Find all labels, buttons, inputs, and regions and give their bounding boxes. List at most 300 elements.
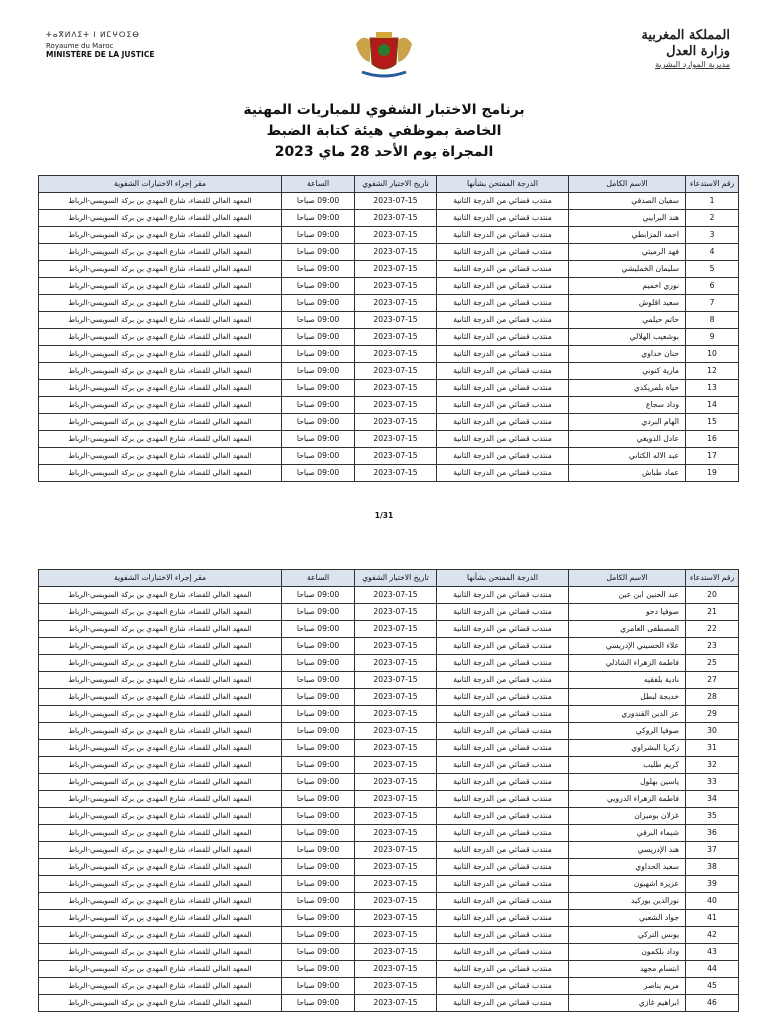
- cell-grade: منتدب قضائي من الدرجة الثانية: [437, 910, 569, 927]
- cell-date: 2023-07-15: [355, 842, 437, 859]
- col-header-location: مقر إجراء الاختبارات الشفوية: [39, 570, 282, 587]
- cell-grade: منتدب قضائي من الدرجة الثانية: [437, 621, 569, 638]
- cell-num: 12: [686, 363, 739, 380]
- cell-num: 37: [686, 842, 739, 859]
- cell-time: 09:00 صباحا: [282, 842, 355, 859]
- cell-time: 09:00 صباحا: [282, 638, 355, 655]
- cell-num: 32: [686, 757, 739, 774]
- cell-location: المعهد العالي للقضاء، شارع المهدي بن بركة السويسي-الرباط: [39, 312, 282, 329]
- cell-date: 2023-07-15: [355, 893, 437, 910]
- title-line-1: برنامج الاختبار الشفوي للمباريات المهنية: [243, 102, 525, 118]
- cell-num: 36: [686, 825, 739, 842]
- cell-time: 09:00 صباحا: [282, 448, 355, 465]
- cell-grade: منتدب قضائي من الدرجة الثانية: [437, 380, 569, 397]
- cell-time: 09:00 صباحا: [282, 312, 355, 329]
- cell-location: المعهد العالي للقضاء، شارع المهدي بن بركة السويسي-الرباط: [39, 961, 282, 978]
- cell-grade: منتدب قضائي من الدرجة الثانية: [437, 414, 569, 431]
- cell-date: 2023-07-15: [355, 791, 437, 808]
- cell-date: 2023-07-15: [355, 397, 437, 414]
- cell-time: 09:00 صباحا: [282, 193, 355, 210]
- cell-time: 09:00 صباحا: [282, 621, 355, 638]
- cell-date: 2023-07-15: [355, 261, 437, 278]
- cell-time: 09:00 صباحا: [282, 808, 355, 825]
- cell-num: 3: [686, 227, 739, 244]
- cell-num: 41: [686, 910, 739, 927]
- cell-location: المعهد العالي للقضاء، شارع المهدي بن بركة السويسي-الرباط: [39, 842, 282, 859]
- cell-time: 09:00 صباحا: [282, 414, 355, 431]
- cell-grade: منتدب قضائي من الدرجة الثانية: [437, 961, 569, 978]
- cell-num: 5: [686, 261, 739, 278]
- cell-grade: منتدب قضائي من الدرجة الثانية: [437, 672, 569, 689]
- table-row: [39, 825, 739, 842]
- cell-date: 2023-07-15: [355, 859, 437, 876]
- cell-location: المعهد العالي للقضاء، شارع المهدي بن بركة السويسي-الرباط: [39, 261, 282, 278]
- cell-location: المعهد العالي للقضاء، شارع المهدي بن بركة السويسي-الرباط: [39, 927, 282, 944]
- cell-name: سعيد اقلوش: [569, 295, 686, 312]
- cell-num: 8: [686, 312, 739, 329]
- cell-date: 2023-07-15: [355, 689, 437, 706]
- table-row: [39, 689, 739, 706]
- cell-num: 10: [686, 346, 739, 363]
- cell-num: 38: [686, 859, 739, 876]
- cell-name: شيماء البرقي: [569, 825, 686, 842]
- cell-location: المعهد العالي للقضاء، شارع المهدي بن بركة السويسي-الرباط: [39, 346, 282, 363]
- cell-location: المعهد العالي للقضاء، شارع المهدي بن بركة السويسي-الرباط: [39, 380, 282, 397]
- cell-num: 40: [686, 893, 739, 910]
- cell-name: سعيد الحداوي: [569, 859, 686, 876]
- table-row: [39, 978, 739, 995]
- table-row: [39, 757, 739, 774]
- cell-name: حنان خداوي: [569, 346, 686, 363]
- cell-date: 2023-07-15: [355, 944, 437, 961]
- cell-time: 09:00 صباحا: [282, 944, 355, 961]
- cell-date: 2023-07-15: [355, 706, 437, 723]
- cell-location: المعهد العالي للقضاء، شارع المهدي بن بركة السويسي-الرباط: [39, 655, 282, 672]
- cell-location: المعهد العالي للقضاء، شارع المهدي بن بركة السويسي-الرباط: [39, 757, 282, 774]
- cell-grade: منتدب قضائي من الدرجة الثانية: [437, 876, 569, 893]
- cell-name: سفيان الصدقي: [569, 193, 686, 210]
- cell-grade: منتدب قضائي من الدرجة الثانية: [437, 723, 569, 740]
- table-row: [39, 431, 739, 448]
- cell-date: 2023-07-15: [355, 757, 437, 774]
- cell-time: 09:00 صباحا: [282, 995, 355, 1012]
- document-title: [0, 100, 768, 163]
- table-row: [39, 621, 739, 638]
- cell-num: 34: [686, 791, 739, 808]
- cell-num: 43: [686, 944, 739, 961]
- cell-grade: منتدب قضائي من الدرجة الثانية: [437, 978, 569, 995]
- table-row: [39, 227, 739, 244]
- col-header-name: الاسم الكامل: [569, 570, 686, 587]
- cell-time: 09:00 صباحا: [282, 910, 355, 927]
- cell-date: 2023-07-15: [355, 431, 437, 448]
- cell-date: 2023-07-15: [355, 774, 437, 791]
- table-row: [39, 329, 739, 346]
- cell-time: 09:00 صباحا: [282, 431, 355, 448]
- cell-num: 19: [686, 465, 739, 482]
- cell-time: 09:00 صباحا: [282, 655, 355, 672]
- cell-num: 9: [686, 329, 739, 346]
- cell-location: المعهد العالي للقضاء، شارع المهدي بن بركة السويسي-الرباط: [39, 740, 282, 757]
- table-row: [39, 397, 739, 414]
- cell-grade: منتدب قضائي من الدرجة الثانية: [437, 808, 569, 825]
- table-row: [39, 774, 739, 791]
- cell-time: 09:00 صباحا: [282, 689, 355, 706]
- cell-name: ياسين بهلول: [569, 774, 686, 791]
- cell-num: 27: [686, 672, 739, 689]
- cell-time: 09:00 صباحا: [282, 465, 355, 482]
- cell-date: 2023-07-15: [355, 604, 437, 621]
- cell-num: 13: [686, 380, 739, 397]
- table-row: [39, 312, 739, 329]
- cell-date: 2023-07-15: [355, 621, 437, 638]
- table-row: [39, 876, 739, 893]
- cell-grade: منتدب قضائي من الدرجة الثانية: [437, 706, 569, 723]
- cell-location: المعهد العالي للقضاء، شارع المهدي بن بركة السويسي-الرباط: [39, 825, 282, 842]
- cell-name: وداد سجاع: [569, 397, 686, 414]
- cell-time: 09:00 صباحا: [282, 723, 355, 740]
- cell-time: 09:00 صباحا: [282, 346, 355, 363]
- cell-location: المعهد العالي للقضاء، شارع المهدي بن بركة السويسي-الرباط: [39, 876, 282, 893]
- department-text: مديرية الموارد البشرية: [655, 60, 730, 69]
- cell-location: المعهد العالي للقضاء، شارع المهدي بن بركة السويسي-الرباط: [39, 397, 282, 414]
- table-row: [39, 244, 739, 261]
- cell-name: عبد الحنين ابن عين: [569, 587, 686, 604]
- title-line-3: المجراة يوم الأحد 28 ماي 2023: [274, 144, 494, 160]
- cell-num: 16: [686, 431, 739, 448]
- tifinagh-text: ⵜⴰⴳⵍⴷⵉⵜ ⵏ ⵍⵎⵖⵔⵉⴱ: [46, 30, 140, 39]
- cell-date: 2023-07-15: [355, 978, 437, 995]
- cell-grade: منتدب قضائي من الدرجة الثانية: [437, 740, 569, 757]
- table-row: [39, 842, 739, 859]
- cell-location: المعهد العالي للقضاء، شارع المهدي بن بركة السويسي-الرباط: [39, 689, 282, 706]
- cell-grade: منتدب قضائي من الدرجة الثانية: [437, 312, 569, 329]
- cell-grade: منتدب قضائي من الدرجة الثانية: [437, 944, 569, 961]
- cell-grade: منتدب قضائي من الدرجة الثانية: [437, 825, 569, 842]
- cell-location: المعهد العالي للقضاء، شارع المهدي بن بركة السويسي-الرباط: [39, 621, 282, 638]
- cell-name: كريم طليب: [569, 757, 686, 774]
- cell-date: 2023-07-15: [355, 227, 437, 244]
- cell-name: نادية بلفقيه: [569, 672, 686, 689]
- table-row: [39, 295, 739, 312]
- cell-location: المعهد العالي للقضاء، شارع المهدي بن بركة السويسي-الرباط: [39, 329, 282, 346]
- cell-grade: منتدب قضائي من الدرجة الثانية: [437, 244, 569, 261]
- cell-location: المعهد العالي للقضاء، شارع المهدي بن بركة السويسي-الرباط: [39, 893, 282, 910]
- cell-name: جواد الشعبي: [569, 910, 686, 927]
- cell-location: المعهد العالي للقضاء، شارع المهدي بن بركة السويسي-الرباط: [39, 808, 282, 825]
- cell-grade: منتدب قضائي من الدرجة الثانية: [437, 995, 569, 1012]
- table-body-1: [39, 193, 739, 482]
- cell-name: عزيزة اشهبون: [569, 876, 686, 893]
- cell-location: المعهد العالي للقضاء، شارع المهدي بن بركة السويسي-الرباط: [39, 295, 282, 312]
- col-header-num: رقم الاستدعاء: [686, 570, 739, 587]
- table-row: [39, 961, 739, 978]
- col-header-location: مقر إجراء الاختبارات الشفوية: [39, 176, 282, 193]
- cell-grade: منتدب قضائي من الدرجة الثانية: [437, 448, 569, 465]
- cell-date: 2023-07-15: [355, 655, 437, 672]
- cell-time: 09:00 صباحا: [282, 672, 355, 689]
- cell-date: 2023-07-15: [355, 312, 437, 329]
- cell-date: 2023-07-15: [355, 295, 437, 312]
- cell-name: زكريا البشراوي: [569, 740, 686, 757]
- cell-name: نوري اخميم: [569, 278, 686, 295]
- cell-num: 4: [686, 244, 739, 261]
- cell-time: 09:00 صباحا: [282, 604, 355, 621]
- cell-date: 2023-07-15: [355, 244, 437, 261]
- page-number: 1/31: [374, 511, 394, 520]
- ministry-logo-right: [620, 28, 730, 70]
- cell-name: سليمان الخمليشي: [569, 261, 686, 278]
- table-row: [39, 346, 739, 363]
- cell-date: 2023-07-15: [355, 346, 437, 363]
- cell-time: 09:00 صباحا: [282, 295, 355, 312]
- cell-num: 1: [686, 193, 739, 210]
- cell-time: 09:00 صباحا: [282, 893, 355, 910]
- table-body-2: [39, 587, 739, 1012]
- table-row: [39, 278, 739, 295]
- table-row: [39, 706, 739, 723]
- cell-name: يونس التركي: [569, 927, 686, 944]
- cell-name: عز الدين القندوري: [569, 706, 686, 723]
- cell-name: هند الإدريسي: [569, 842, 686, 859]
- table-row: [39, 587, 739, 604]
- cell-location: المعهد العالي للقضاء، شارع المهدي بن بركة السويسي-الرباط: [39, 227, 282, 244]
- cell-name: مريم بناصر: [569, 978, 686, 995]
- table-row: [39, 448, 739, 465]
- cell-location: المعهد العالي للقضاء، شارع المهدي بن بركة السويسي-الرباط: [39, 604, 282, 621]
- cell-name: حياة بلمريكدي: [569, 380, 686, 397]
- kingdom-text: المملكة المغربية: [641, 28, 730, 43]
- cell-name: الهام البردي: [569, 414, 686, 431]
- table-row: [39, 261, 739, 278]
- cell-location: المعهد العالي للقضاء، شارع المهدي بن بركة السويسي-الرباط: [39, 672, 282, 689]
- cell-grade: منتدب قضائي من الدرجة الثانية: [437, 791, 569, 808]
- cell-name: فاطمة الزهراء الشاذلي: [569, 655, 686, 672]
- cell-grade: منتدب قضائي من الدرجة الثانية: [437, 210, 569, 227]
- cell-grade: منتدب قضائي من الدرجة الثانية: [437, 893, 569, 910]
- cell-grade: منتدب قضائي من الدرجة الثانية: [437, 757, 569, 774]
- table-row: [39, 791, 739, 808]
- cell-time: 09:00 صباحا: [282, 380, 355, 397]
- table-row: [39, 380, 739, 397]
- cell-time: 09:00 صباحا: [282, 244, 355, 261]
- table-row: [39, 604, 739, 621]
- cell-date: 2023-07-15: [355, 876, 437, 893]
- cell-grade: منتدب قضائي من الدرجة الثانية: [437, 397, 569, 414]
- col-header-num: رقم الاستدعاء: [686, 176, 739, 193]
- table-row: [39, 414, 739, 431]
- table-header-row: [39, 176, 739, 193]
- cell-name: ابراهيم غازي: [569, 995, 686, 1012]
- cell-date: 2023-07-15: [355, 278, 437, 295]
- cell-date: 2023-07-15: [355, 380, 437, 397]
- cell-name: عادل الدويغي: [569, 431, 686, 448]
- cell-location: المعهد العالي للقضاء، شارع المهدي بن بركة السويسي-الرباط: [39, 278, 282, 295]
- cell-grade: منتدب قضائي من الدرجة الثانية: [437, 638, 569, 655]
- cell-grade: منتدب قضائي من الدرجة الثانية: [437, 689, 569, 706]
- cell-date: 2023-07-15: [355, 465, 437, 482]
- cell-num: 25: [686, 655, 739, 672]
- ministry-text: وزارة العدل: [666, 44, 730, 59]
- cell-location: المعهد العالي للقضاء، شارع المهدي بن بركة السويسي-الرباط: [39, 244, 282, 261]
- cell-time: 09:00 صباحا: [282, 329, 355, 346]
- cell-num: 45: [686, 978, 739, 995]
- cell-num: 30: [686, 723, 739, 740]
- cell-num: 31: [686, 740, 739, 757]
- cell-location: المعهد العالي للقضاء، شارع المهدي بن بركة السويسي-الرباط: [39, 587, 282, 604]
- cell-grade: منتدب قضائي من الدرجة الثانية: [437, 465, 569, 482]
- cell-date: 2023-07-15: [355, 414, 437, 431]
- cell-time: 09:00 صباحا: [282, 740, 355, 757]
- cell-num: 22: [686, 621, 739, 638]
- cell-num: 14: [686, 397, 739, 414]
- table-row: [39, 910, 739, 927]
- cell-num: 28: [686, 689, 739, 706]
- cell-time: 09:00 صباحا: [282, 227, 355, 244]
- cell-grade: منتدب قضائي من الدرجة الثانية: [437, 227, 569, 244]
- coat-of-arms-icon: [352, 30, 416, 80]
- cell-location: المعهد العالي للقضاء، شارع المهدي بن بركة السويسي-الرباط: [39, 791, 282, 808]
- table-row: [39, 808, 739, 825]
- cell-date: 2023-07-15: [355, 193, 437, 210]
- cell-name: عماد طباش: [569, 465, 686, 482]
- table-row: [39, 927, 739, 944]
- table-row: [39, 655, 739, 672]
- cell-num: 33: [686, 774, 739, 791]
- table-row: [39, 638, 739, 655]
- cell-name: فاطمة الزهراء الدرويي: [569, 791, 686, 808]
- table-row: [39, 672, 739, 689]
- cell-grade: منتدب قضائي من الدرجة الثانية: [437, 363, 569, 380]
- cell-num: 23: [686, 638, 739, 655]
- cell-time: 09:00 صباحا: [282, 961, 355, 978]
- royaume-text: Royaume du Maroc: [46, 42, 114, 50]
- cell-time: 09:00 صباحا: [282, 278, 355, 295]
- cell-location: المعهد العالي للقضاء، شارع المهدي بن بركة السويسي-الرباط: [39, 910, 282, 927]
- col-header-name: الاسم الكامل: [569, 176, 686, 193]
- cell-time: 09:00 صباحا: [282, 927, 355, 944]
- cell-name: خديجة لبطل: [569, 689, 686, 706]
- cell-date: 2023-07-15: [355, 910, 437, 927]
- cell-location: المعهد العالي للقضاء، شارع المهدي بن بركة السويسي-الرباط: [39, 723, 282, 740]
- cell-time: 09:00 صباحا: [282, 825, 355, 842]
- table-row: [39, 859, 739, 876]
- cell-grade: منتدب قضائي من الدرجة الثانية: [437, 295, 569, 312]
- cell-date: 2023-07-15: [355, 672, 437, 689]
- cell-date: 2023-07-15: [355, 808, 437, 825]
- cell-date: 2023-07-15: [355, 329, 437, 346]
- cell-num: 15: [686, 414, 739, 431]
- ministry-logo-left: [46, 30, 156, 59]
- cell-name: احمد المزابطي: [569, 227, 686, 244]
- col-header-date: تاريخ الاختبار الشفوي: [355, 176, 437, 193]
- cell-grade: منتدب قضائي من الدرجة الثانية: [437, 193, 569, 210]
- cell-date: 2023-07-15: [355, 927, 437, 944]
- cell-name: علاء الحسيني الإدريسي: [569, 638, 686, 655]
- table-row: [39, 893, 739, 910]
- cell-name: المصطفى العامري: [569, 621, 686, 638]
- cell-location: المعهد العالي للقضاء، شارع المهدي بن بركة السويسي-الرباط: [39, 193, 282, 210]
- table-row: [39, 363, 739, 380]
- cell-location: المعهد العالي للقضاء، شارع المهدي بن بركة السويسي-الرباط: [39, 859, 282, 876]
- table-row: [39, 944, 739, 961]
- cell-name: عبد الاله الكتاني: [569, 448, 686, 465]
- cell-time: 09:00 صباحا: [282, 706, 355, 723]
- cell-grade: منتدب قضائي من الدرجة الثانية: [437, 329, 569, 346]
- schedule-table-2: [38, 569, 739, 1012]
- col-header-time: الساعة: [282, 176, 355, 193]
- cell-date: 2023-07-15: [355, 363, 437, 380]
- cell-grade: منتدب قضائي من الدرجة الثانية: [437, 842, 569, 859]
- cell-date: 2023-07-15: [355, 587, 437, 604]
- cell-name: مارية كنوني: [569, 363, 686, 380]
- cell-time: 09:00 صباحا: [282, 397, 355, 414]
- table-row: [39, 995, 739, 1012]
- cell-location: المعهد العالي للقضاء، شارع المهدي بن بركة السويسي-الرباط: [39, 638, 282, 655]
- ministere-text: MINISTÈRE DE LA JUSTICE: [46, 50, 155, 59]
- cell-time: 09:00 صباحا: [282, 363, 355, 380]
- cell-grade: منتدب قضائي من الدرجة الثانية: [437, 859, 569, 876]
- cell-name: صوفيا الروكي: [569, 723, 686, 740]
- table-row: [39, 723, 739, 740]
- cell-date: 2023-07-15: [355, 825, 437, 842]
- cell-num: 39: [686, 876, 739, 893]
- cell-grade: منتدب قضائي من الدرجة الثانية: [437, 278, 569, 295]
- cell-grade: منتدب قضائي من الدرجة الثانية: [437, 655, 569, 672]
- cell-name: بوشعيب الهلالي: [569, 329, 686, 346]
- cell-location: المعهد العالي للقضاء، شارع المهدي بن بركة السويسي-الرباط: [39, 448, 282, 465]
- cell-name: نورالدين بوركيد: [569, 893, 686, 910]
- cell-name: هند البرايبي: [569, 210, 686, 227]
- cell-grade: منتدب قضائي من الدرجة الثانية: [437, 774, 569, 791]
- table-header-row: [39, 570, 739, 587]
- cell-name: فهد الرميثي: [569, 244, 686, 261]
- cell-time: 09:00 صباحا: [282, 587, 355, 604]
- cell-grade: منتدب قضائي من الدرجة الثانية: [437, 927, 569, 944]
- cell-num: 2: [686, 210, 739, 227]
- cell-date: 2023-07-15: [355, 638, 437, 655]
- cell-time: 09:00 صباحا: [282, 978, 355, 995]
- title-line-2: الخاصة بموظفي هيئة كتابة الضبط: [266, 123, 502, 139]
- cell-time: 09:00 صباحا: [282, 859, 355, 876]
- col-header-date: تاريخ الاختبار الشفوي: [355, 570, 437, 587]
- cell-date: 2023-07-15: [355, 723, 437, 740]
- cell-location: المعهد العالي للقضاء، شارع المهدي بن بركة السويسي-الرباط: [39, 465, 282, 482]
- cell-location: المعهد العالي للقضاء، شارع المهدي بن بركة السويسي-الرباط: [39, 210, 282, 227]
- cell-date: 2023-07-15: [355, 448, 437, 465]
- cell-grade: منتدب قضائي من الدرجة الثانية: [437, 604, 569, 621]
- cell-num: 29: [686, 706, 739, 723]
- cell-location: المعهد العالي للقضاء، شارع المهدي بن بركة السويسي-الرباط: [39, 944, 282, 961]
- cell-time: 09:00 صباحا: [282, 774, 355, 791]
- cell-location: المعهد العالي للقضاء، شارع المهدي بن بركة السويسي-الرباط: [39, 995, 282, 1012]
- cell-num: 35: [686, 808, 739, 825]
- cell-date: 2023-07-15: [355, 995, 437, 1012]
- cell-date: 2023-07-15: [355, 740, 437, 757]
- cell-date: 2023-07-15: [355, 961, 437, 978]
- cell-time: 09:00 صباحا: [282, 757, 355, 774]
- cell-num: 21: [686, 604, 739, 621]
- cell-grade: منتدب قضائي من الدرجة الثانية: [437, 346, 569, 363]
- cell-time: 09:00 صباحا: [282, 261, 355, 278]
- cell-num: 17: [686, 448, 739, 465]
- cell-grade: منتدب قضائي من الدرجة الثانية: [437, 587, 569, 604]
- col-header-grade: الدرجة الممتحن بشأنها: [437, 570, 569, 587]
- table-row: [39, 210, 739, 227]
- cell-num: 6: [686, 278, 739, 295]
- cell-location: المعهد العالي للقضاء، شارع المهدي بن بركة السويسي-الرباط: [39, 414, 282, 431]
- cell-date: 2023-07-15: [355, 210, 437, 227]
